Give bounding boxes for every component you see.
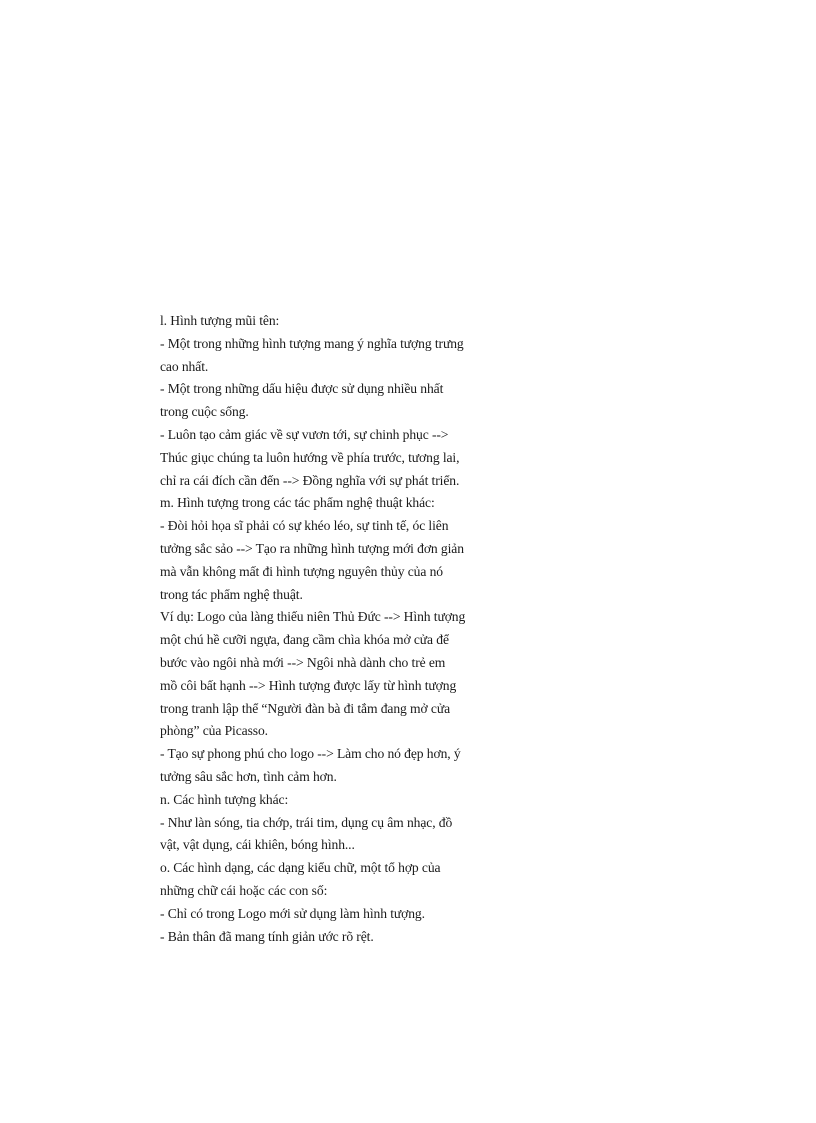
text-line: cao nhất.	[160, 358, 209, 374]
text-line: - Như làn sóng, tia chớp, trái tim, dụng cụ âm nhạc, đồ	[160, 814, 453, 830]
text-line: - Chỉ có trong Logo mới sử dụng làm hình tượng.	[160, 905, 425, 921]
text-line: chỉ ra cái đích cần đến --> Đồng nghĩa với sự phát triển.	[160, 472, 460, 488]
section-heading-m: m. Hình tượng trong các tác phẩm nghệ thuật khác:	[160, 495, 435, 511]
text-line: trong cuộc sống.	[160, 404, 249, 420]
text-line: - Bản thân đã mang tính giản ước rõ rệt.	[160, 928, 374, 944]
body-text	[160, 310, 520, 948]
text-line: trong tranh lập thể “Người đàn bà đi tắm đang mở cửa	[160, 700, 451, 716]
text-line: mồ côi bất hạnh --> Hình tượng được lấy từ hình tượng	[160, 677, 457, 693]
text-line: mà vẫn không mất đi hình tượng nguyên thủy của nó	[160, 563, 443, 579]
text-line: Thúc giục chúng ta luôn hướng về phía trước, tương lai,	[160, 449, 460, 465]
text-line: vật, vật dụng, cái khiên, bóng hình...	[160, 837, 355, 853]
section-heading-o: o. Các hình dạng, các dạng kiểu chữ, một tổ hợp của	[160, 860, 441, 876]
section-heading-n: n. Các hình tượng khác:	[160, 791, 289, 807]
text-line: - Đòi hỏi họa sĩ phải có sự khéo léo, sự tinh tế, óc liên	[160, 518, 449, 534]
text-line: - Một trong những dấu hiệu được sử dụng nhiều nhất	[160, 381, 444, 397]
text-line: những chữ cái hoặc các con số:	[160, 882, 328, 898]
text-line: tưởng sâu sắc hơn, tình cảm hơn.	[160, 768, 337, 784]
example-line: Ví dụ: Logo của làng thiếu niên Thủ Đức --> Hình tượng	[160, 609, 466, 625]
text-line: một chú hề cưỡi ngựa, đang cầm chìa khóa mở cửa để	[160, 632, 449, 648]
text-line: bước vào ngôi nhà mới --> Ngôi nhà dành cho trẻ em	[160, 654, 446, 670]
text-line: - Một trong những hình tượng mang ý nghĩa tượng trưng	[160, 335, 464, 351]
text-line: trong tác phẩm nghệ thuật.	[160, 586, 303, 602]
text-line: tưởng sắc sảo --> Tạo ra những hình tượng mới đơn giản	[160, 540, 464, 556]
text-line: phòng” của Picasso.	[160, 723, 268, 739]
section-heading-l: l. Hình tượng mũi tên:	[160, 313, 280, 328]
text-line: - Tạo sự phong phú cho logo --> Làm cho nó đẹp hơn, ý	[160, 746, 461, 762]
text-line: - Luôn tạo cảm giác về sự vươn tới, sự chinh phục -->	[160, 426, 449, 442]
